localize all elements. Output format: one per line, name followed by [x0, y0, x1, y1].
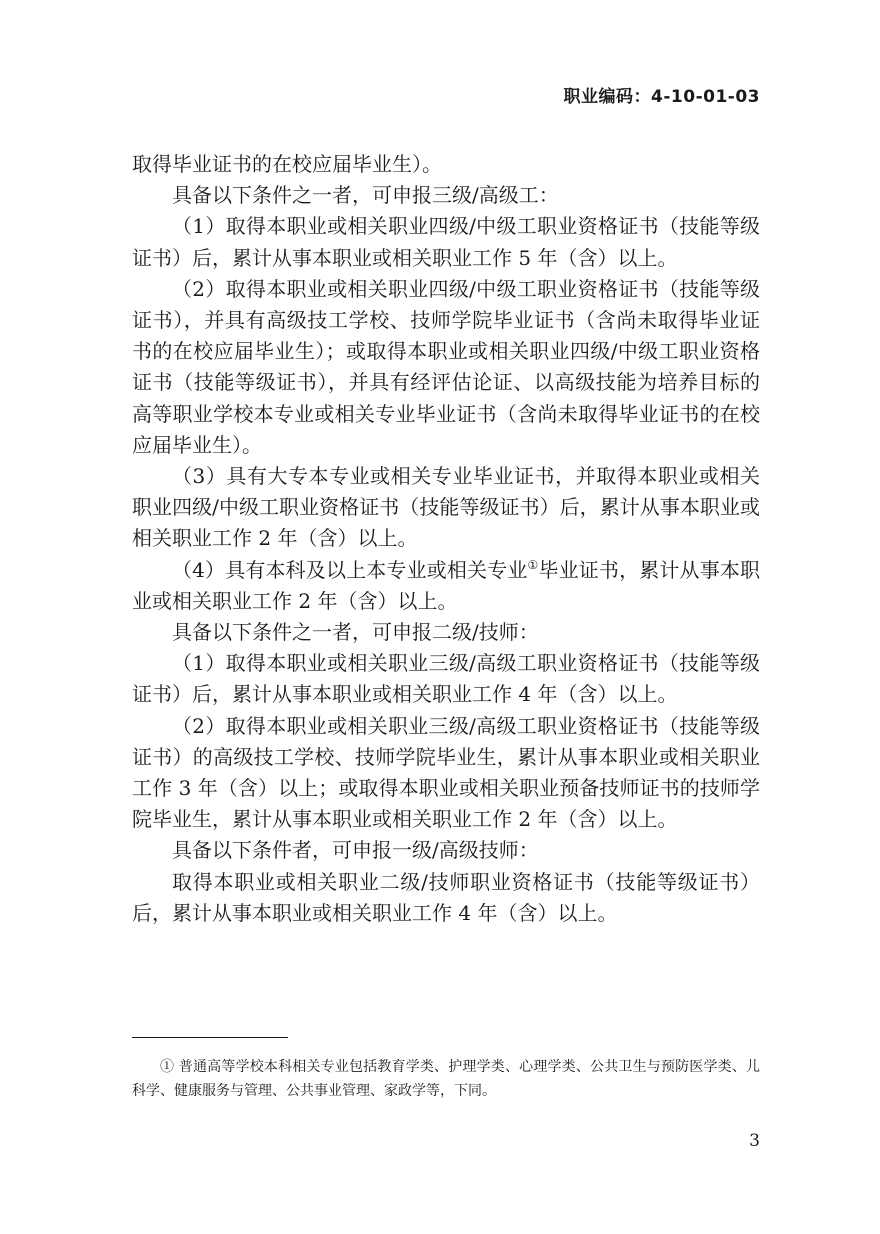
paragraph-text: 毕业证书，累计从事本职业或相关职业工作 2 年（含）以上。	[132, 557, 761, 613]
occupation-code-header: 职业编码：4-10-01-03	[563, 87, 760, 107]
footnote-divider	[132, 1037, 288, 1038]
paragraph: （1）取得本职业或相关职业四级/中级工职业资格证书（技能等级证书）后，累计从事本职业或相关职业工作 5 年（含）以上。	[132, 214, 760, 270]
paragraph: （2）取得本职业或相关职业三级/高级工职业资格证书（技能等级证书）的高级技工学校、技师学院毕业生，累计从事本职业或相关职业工作 3 年（含）以上；或取得本职业或相关职业预备技师证书的技师学院毕业生，累计从事本职业或相关职业工作 2 年（含）以上。	[132, 713, 760, 832]
footnote-marker: ①	[160, 1059, 175, 1075]
paragraph	[132, 555, 760, 617]
paragraph-heading: 具备以下条件之一者，可申报三级/高级工：	[172, 183, 559, 208]
paragraph-heading: 具备以下条件之一者，可申报二级/技师：	[172, 620, 539, 645]
paragraph-heading: 具备以下条件者，可申报一级/高级技师：	[172, 838, 539, 863]
paragraph: 取得本职业或相关职业二级/技师职业资格证书（技能等级证书）后，累计从事本职业或相关职业工作 4 年（含）以上。	[132, 869, 760, 925]
footnote-text: 普通高等学校本科相关专业包括教育学类、护理学类、心理学类、公共卫生与预防医学类、儿科学、健康服务与管理、公共事业管理、家政学等，下同。	[132, 1059, 761, 1099]
paragraph: 取得毕业证书的在校应届毕业生）。	[132, 152, 442, 176]
body-text	[132, 149, 760, 929]
paragraph: （3）具有大专本专业或相关专业毕业证书，并取得本职业或相关职业四级/中级工职业资格证书（技能等级证书）后，累计从事本职业或相关职业工作 2 年（含）以上。	[132, 464, 760, 551]
paragraph: （1）取得本职业或相关职业三级/高级工职业资格证书（技能等级证书）后，累计从事本职业或相关职业工作 4 年（含）以上。	[132, 651, 760, 707]
page-number: 3	[749, 1131, 760, 1151]
paragraph: （2）取得本职业或相关职业四级/中级工职业资格证书（技能等级证书），并具有高级技工学校、技师学院毕业证书（含尚未取得毕业证书的在校应届毕业生）；或取得本职业或相关职业四级/中级工职业资格证书（技能等级证书），并具有经评估论证、以高级技能为培养目标的高等职业学校本专业或相关专业毕业证书（含尚未取得毕业证书的在校应届毕业生）。	[132, 276, 760, 457]
footnote	[132, 1055, 760, 1103]
footnote-reference[interactable]: ①	[527, 557, 539, 572]
paragraph-text: （4）具有本科及以上本专业或相关专业	[172, 557, 528, 582]
